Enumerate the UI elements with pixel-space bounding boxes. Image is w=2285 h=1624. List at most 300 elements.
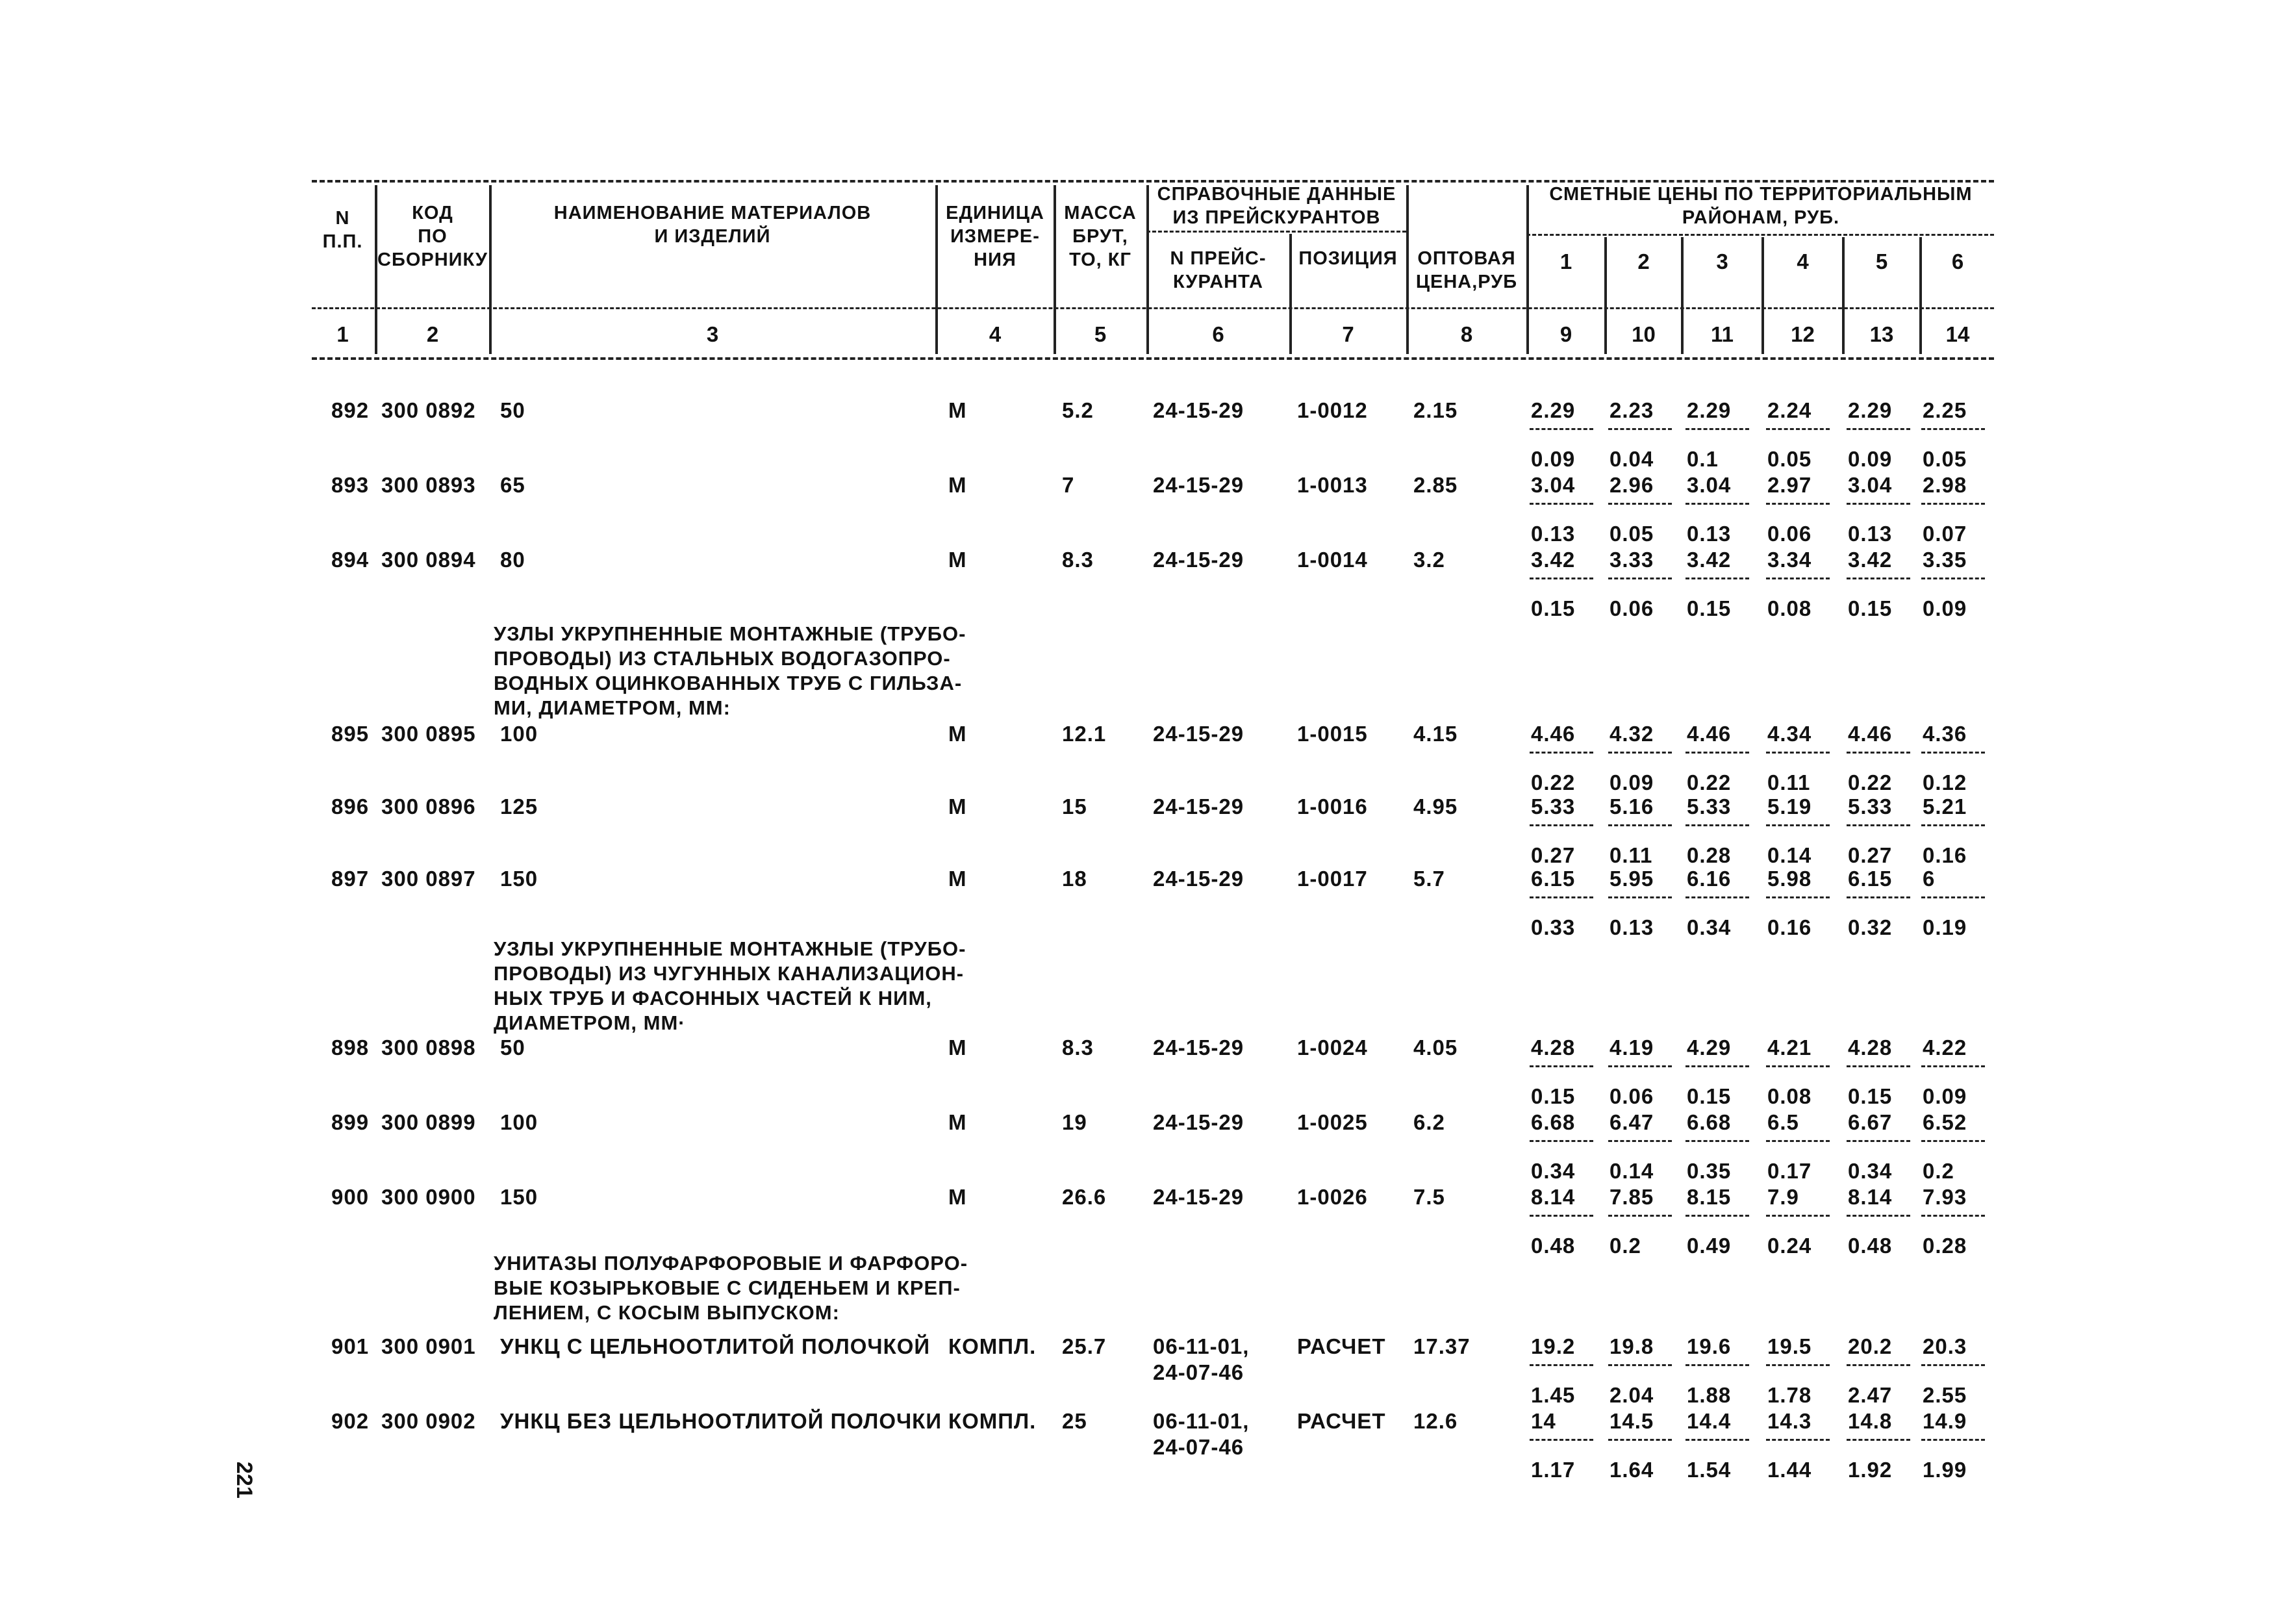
price-fraction-rule	[1685, 428, 1749, 430]
header-col-position: ПОЗИЦИЯ	[1298, 248, 1398, 269]
row-price-region: 2.29	[1848, 398, 1893, 422]
row-price-extra: 0.11	[1610, 843, 1653, 867]
price-fraction-rule	[1685, 1140, 1749, 1142]
price-fraction-rule	[1530, 1215, 1593, 1217]
row-price-region: 2.25	[1923, 398, 1967, 422]
row-mass: 7	[1062, 473, 1075, 497]
row-position: РАСЧЕТ	[1297, 1409, 1386, 1433]
row-price-extra: 1.45	[1531, 1383, 1576, 1407]
price-fraction-rule	[1608, 577, 1672, 579]
row-price-region: 6.16	[1687, 867, 1732, 891]
row-price-region: 3.34	[1767, 548, 1812, 572]
price-fraction-rule	[1921, 752, 1985, 754]
row-price-extra: 0.1	[1687, 447, 1719, 471]
row-code: 300 0898	[381, 1035, 476, 1059]
row-price-extra: 0.08	[1767, 1084, 1812, 1108]
row-price-extra: 0.19	[1923, 915, 1967, 939]
header-region: 6	[1951, 249, 1964, 273]
row-name: 150	[500, 1185, 538, 1209]
row-code: 300 0896	[381, 794, 476, 818]
row-code: 300 0900	[381, 1185, 476, 1209]
price-fraction-rule	[1685, 824, 1749, 826]
col-number: 5	[1094, 322, 1107, 346]
price-fraction-rule	[1847, 824, 1910, 826]
row-price-extra: 0.27	[1848, 843, 1893, 867]
row-price-extra: 0.09	[1531, 447, 1576, 471]
row-wholesale: 4.15	[1413, 722, 1458, 746]
price-fraction-rule	[1766, 752, 1830, 754]
row-position: РАСЧЕТ	[1297, 1334, 1386, 1358]
row-price-region: 4.28	[1848, 1035, 1893, 1059]
row-price-extra: 2.04	[1610, 1383, 1654, 1407]
row-price-extra: 2.55	[1923, 1383, 1967, 1407]
row-name: 65	[500, 473, 525, 497]
section-heading: УНИТАЗЫ ПОЛУФАРФОРОВЫЕ И ФАРФОРО- ВЫЕ КОЗЫРЬКОВЫЕ С СИДЕНЬЕМ И КРЕП- ЛЕНИЕМ, С КОСЫМ ВЫПУСКОМ:	[494, 1252, 968, 1324]
row-price-extra: 0.48	[1531, 1234, 1576, 1258]
row-price-region: 5.21	[1923, 794, 1967, 818]
row-price-extra: 0.09	[1610, 770, 1654, 794]
price-fraction-rule	[1608, 1140, 1672, 1142]
row-price-region: 4.21	[1767, 1035, 1812, 1059]
row-position: 1-0024	[1297, 1035, 1368, 1059]
row-wholesale: 5.7	[1413, 867, 1445, 891]
row-price-extra: 0.15	[1687, 1084, 1732, 1108]
row-unit: М	[948, 794, 967, 818]
row-price-region: 3.42	[1687, 548, 1732, 572]
row-price-region: 6.68	[1687, 1110, 1732, 1134]
price-fraction-rule	[1530, 1140, 1593, 1142]
price-fraction-rule	[1685, 1364, 1749, 1366]
row-name: 50	[500, 1035, 525, 1059]
price-fraction-rule	[1766, 1215, 1830, 1217]
row-position: 1-0026	[1297, 1185, 1368, 1209]
row-price-extra: 0.22	[1687, 770, 1732, 794]
price-fraction-rule	[1921, 1364, 1985, 1366]
row-price-region: 14.9	[1923, 1409, 1967, 1433]
row-price-region: 3.04	[1848, 473, 1893, 497]
price-fraction-rule	[1766, 1140, 1830, 1142]
row-price-extra: 2.47	[1848, 1383, 1893, 1407]
row-price-extra: 0.09	[1923, 1084, 1967, 1108]
price-fraction-rule	[1847, 896, 1910, 898]
row-name: УНКЦ С ЦЕЛЬНООТЛИТОЙ ПОЛОЧКОЙ	[500, 1334, 931, 1358]
row-price-region: 5.19	[1767, 794, 1812, 818]
row-position: 1-0014	[1297, 548, 1368, 572]
row-price-region: 7.93	[1923, 1185, 1967, 1209]
row-price-extra: 1.99	[1923, 1458, 1967, 1482]
row-mass: 12.1	[1062, 722, 1107, 746]
row-pricelist: 24-15-29	[1153, 794, 1244, 818]
col-number: 3	[706, 322, 719, 346]
row-price-extra: 0.34	[1848, 1159, 1893, 1183]
row-price-region: 6.15	[1531, 867, 1576, 891]
price-fraction-rule	[1685, 1439, 1749, 1441]
price-fraction-rule	[1766, 896, 1830, 898]
row-unit: М	[948, 722, 967, 746]
row-pricelist: 06-11-01, 24-07-46	[1153, 1409, 1250, 1459]
row-price-extra: 0.35	[1687, 1159, 1732, 1183]
price-fraction-rule	[1685, 896, 1749, 898]
col-number: 14	[1945, 322, 1970, 346]
row-price-region: 14.4	[1687, 1409, 1732, 1433]
row-price-extra: 0.05	[1923, 447, 1967, 471]
row-code: 300 0892	[381, 398, 476, 422]
price-fraction-rule	[1608, 896, 1672, 898]
header-region: 2	[1637, 249, 1650, 273]
row-number: 894	[331, 548, 370, 572]
row-price-extra: 0.06	[1767, 522, 1812, 546]
row-price-extra: 0.14	[1610, 1159, 1654, 1183]
row-price-region: 5.98	[1767, 867, 1812, 891]
row-price-region: 4.28	[1531, 1035, 1576, 1059]
row-price-region: 4.46	[1531, 722, 1576, 746]
header-col-pricelist: N ПРЕЙС- КУРАНТА	[1170, 248, 1267, 292]
price-fraction-rule	[1530, 752, 1593, 754]
row-price-region: 6.68	[1531, 1110, 1576, 1134]
row-number: 899	[331, 1110, 370, 1134]
row-price-extra: 0.11	[1767, 770, 1811, 794]
row-mass: 26.6	[1062, 1185, 1107, 1209]
row-position: 1-0017	[1297, 867, 1368, 891]
row-price-region: 6.67	[1848, 1110, 1893, 1134]
price-fraction-rule	[1847, 1140, 1910, 1142]
price-fraction-rule	[1921, 1215, 1985, 1217]
price-fraction-rule	[1847, 1215, 1910, 1217]
price-group-rule	[1526, 234, 1994, 236]
price-fraction-rule	[1530, 428, 1593, 430]
row-price-region: 14	[1531, 1409, 1556, 1433]
price-fraction-rule	[1685, 1215, 1749, 1217]
row-price-extra: 1.78	[1767, 1383, 1812, 1407]
row-pricelist: 24-15-29	[1153, 867, 1244, 891]
price-fraction-rule	[1847, 1439, 1910, 1441]
row-price-region: 3.35	[1923, 548, 1967, 572]
row-price-extra: 0.09	[1923, 596, 1967, 620]
row-code: 300 0899	[381, 1110, 476, 1134]
row-price-region: 2.29	[1531, 398, 1576, 422]
row-price-region: 19.2	[1531, 1334, 1576, 1358]
row-price-region: 3.42	[1531, 548, 1576, 572]
row-price-extra: 0.12	[1923, 770, 1967, 794]
header-col-numbers-rule	[312, 307, 1994, 309]
row-price-extra: 0.15	[1687, 596, 1732, 620]
row-mass: 5.2	[1062, 398, 1094, 422]
row-mass: 19	[1062, 1110, 1087, 1134]
row-name: 100	[500, 1110, 538, 1134]
row-name: 50	[500, 398, 525, 422]
col-number: 1	[336, 322, 349, 346]
row-price-extra: 0.13	[1848, 522, 1893, 546]
row-position: 1-0016	[1297, 794, 1368, 818]
header-col-mass: МАССА БРУТ, ТО, КГ	[1064, 203, 1137, 270]
price-fraction-rule	[1766, 428, 1830, 430]
row-wholesale: 4.05	[1413, 1035, 1458, 1059]
row-unit: М	[948, 1185, 967, 1209]
row-wholesale: 6.2	[1413, 1110, 1445, 1134]
row-number: 897	[331, 867, 370, 891]
row-price-extra: 0.34	[1687, 915, 1732, 939]
row-unit: М	[948, 473, 967, 497]
header-region: 4	[1797, 249, 1809, 273]
row-mass: 18	[1062, 867, 1087, 891]
row-price-region: 14.5	[1610, 1409, 1654, 1433]
price-fraction-rule	[1685, 1065, 1749, 1067]
row-position: 1-0015	[1297, 722, 1368, 746]
price-fraction-rule	[1608, 503, 1672, 505]
price-fraction-rule	[1766, 1439, 1830, 1441]
row-price-extra: 0.48	[1848, 1234, 1893, 1258]
row-price-region: 8.14	[1848, 1185, 1893, 1209]
row-wholesale: 17.37	[1413, 1334, 1471, 1358]
row-price-extra: 1.44	[1767, 1458, 1812, 1482]
row-wholesale: 3.2	[1413, 548, 1445, 572]
row-price-extra: 0.16	[1767, 915, 1812, 939]
price-fraction-rule	[1847, 752, 1910, 754]
row-price-extra: 0.16	[1923, 843, 1967, 867]
row-price-region: 20.2	[1848, 1334, 1893, 1358]
row-name: 100	[500, 722, 538, 746]
section-heading: УЗЛЫ УКРУПНЕННЫЕ МОНТАЖНЫЕ (ТРУБО- ПРОВОДЫ) ИЗ СТАЛЬНЫХ ВОДОГАЗОПРО- ВОДНЫХ ОЦИНКОВАННЫХ ТРУБ С ГИЛЬЗА- МИ, ДИАМЕТРОМ, ММ:	[494, 622, 966, 719]
col-number: 6	[1212, 322, 1224, 346]
row-name: 80	[500, 548, 525, 572]
row-price-extra: 0.27	[1531, 843, 1576, 867]
row-number: 898	[331, 1035, 370, 1059]
header-col-code: КОД ПО СБОРНИКУ	[377, 203, 488, 270]
price-fraction-rule	[1921, 1065, 1985, 1067]
row-price-extra: 1.88	[1687, 1383, 1732, 1407]
price-fraction-rule	[1530, 1439, 1593, 1441]
row-wholesale: 2.15	[1413, 398, 1458, 422]
row-price-extra: 1.64	[1610, 1458, 1654, 1482]
row-price-extra: 0.13	[1687, 522, 1732, 546]
row-number: 892	[331, 398, 370, 422]
row-price-region: 4.34	[1767, 722, 1812, 746]
header-ref-group: СПРАВОЧНЫЕ ДАННЫЕ ИЗ ПРЕЙСКУРАНТОВ	[1157, 184, 1396, 228]
price-fraction-rule	[1608, 1065, 1672, 1067]
header-bottom-rule	[312, 357, 1994, 360]
price-fraction-rule	[1608, 752, 1672, 754]
row-price-region: 14.8	[1848, 1409, 1893, 1433]
price-fraction-rule	[1766, 1364, 1830, 1366]
row-price-region: 19.5	[1767, 1334, 1812, 1358]
row-unit: КОМПЛ.	[948, 1409, 1037, 1433]
row-price-extra: 0.05	[1610, 522, 1654, 546]
price-fraction-rule	[1530, 896, 1593, 898]
row-price-region: 19.6	[1687, 1334, 1732, 1358]
row-pricelist: 24-15-29	[1153, 1185, 1244, 1209]
price-fraction-rule	[1685, 752, 1749, 754]
row-price-region: 2.96	[1610, 473, 1654, 497]
row-pricelist: 24-15-29	[1153, 1110, 1244, 1134]
row-code: 300 0901	[381, 1334, 476, 1358]
row-position: 1-0012	[1297, 398, 1368, 422]
row-price-extra: 0.14	[1767, 843, 1812, 867]
row-wholesale: 4.95	[1413, 794, 1458, 818]
page-number: 221	[232, 1462, 257, 1499]
price-fraction-rule	[1847, 577, 1910, 579]
row-price-region: 5.95	[1610, 867, 1654, 891]
row-code: 300 0897	[381, 867, 476, 891]
price-fraction-rule	[1847, 503, 1910, 505]
row-unit: М	[948, 1110, 967, 1134]
row-number: 896	[331, 794, 370, 818]
row-price-extra: 0.2	[1923, 1159, 1954, 1183]
row-price-region: 4.29	[1687, 1035, 1732, 1059]
row-price-region: 3.04	[1687, 473, 1732, 497]
price-fraction-rule	[1921, 1439, 1985, 1441]
row-price-region: 4.19	[1610, 1035, 1654, 1059]
row-price-extra: 0.15	[1531, 1084, 1576, 1108]
row-position: 1-0025	[1297, 1110, 1368, 1134]
row-price-region: 5.33	[1531, 794, 1576, 818]
header-region: 1	[1559, 249, 1572, 273]
row-number: 900	[331, 1185, 370, 1209]
row-price-extra: 1.54	[1687, 1458, 1732, 1482]
row-pricelist: 24-15-29	[1153, 473, 1244, 497]
price-fraction-rule	[1847, 428, 1910, 430]
row-price-extra: 0.13	[1531, 522, 1576, 546]
row-price-region: 7.9	[1767, 1185, 1799, 1209]
row-number: 902	[331, 1409, 370, 1433]
row-unit: М	[948, 867, 967, 891]
row-price-region: 4.22	[1923, 1035, 1967, 1059]
row-price-extra: 0.05	[1767, 447, 1812, 471]
price-fraction-rule	[1685, 503, 1749, 505]
row-price-extra: 0.33	[1531, 915, 1576, 939]
row-unit: КОМПЛ.	[948, 1334, 1037, 1358]
row-name: УНКЦ БЕЗ ЦЕЛЬНООТЛИТОЙ ПОЛОЧКИ	[500, 1409, 942, 1433]
row-price-region: 6.52	[1923, 1110, 1967, 1134]
row-price-region: 6.47	[1610, 1110, 1654, 1134]
row-pricelist: 06-11-01, 24-07-46	[1153, 1334, 1250, 1384]
price-fraction-rule	[1608, 824, 1672, 826]
row-price-region: 2.98	[1923, 473, 1967, 497]
row-price-region: 8.15	[1687, 1185, 1732, 1209]
row-price-region: 6.15	[1848, 867, 1893, 891]
row-price-extra: 0.28	[1923, 1234, 1967, 1258]
col-number: 9	[1559, 322, 1572, 346]
row-unit: М	[948, 548, 967, 572]
row-price-region: 3.04	[1531, 473, 1576, 497]
row-price-extra: 0.08	[1767, 596, 1812, 620]
row-price-extra: 0.28	[1687, 843, 1732, 867]
price-fraction-rule	[1608, 1215, 1672, 1217]
price-fraction-rule	[1766, 577, 1830, 579]
row-price-region: 19.8	[1610, 1334, 1654, 1358]
row-price-extra: 0.04	[1610, 447, 1654, 471]
row-price-region: 2.97	[1767, 473, 1812, 497]
row-price-region: 4.46	[1687, 722, 1732, 746]
row-price-extra: 0.24	[1767, 1234, 1812, 1258]
row-price-region: 14.3	[1767, 1409, 1812, 1433]
header-region: 5	[1875, 249, 1888, 273]
col-number: 11	[1711, 322, 1734, 346]
row-price-region: 3.42	[1848, 548, 1893, 572]
row-unit: М	[948, 1035, 967, 1059]
price-fraction-rule	[1530, 1065, 1593, 1067]
ref-group-rule	[1146, 231, 1406, 233]
price-fraction-rule	[1766, 824, 1830, 826]
row-price-extra: 1.17	[1531, 1458, 1576, 1482]
row-price-region: 6	[1923, 867, 1936, 891]
price-fraction-rule	[1921, 896, 1985, 898]
row-price-extra: 0.07	[1923, 522, 1967, 546]
price-fraction-rule	[1847, 1364, 1910, 1366]
row-price-region: 5.33	[1687, 794, 1732, 818]
row-price-extra: 1.92	[1848, 1458, 1893, 1482]
price-fraction-rule	[1530, 577, 1593, 579]
row-name: 150	[500, 867, 538, 891]
row-price-extra: 0.2	[1610, 1234, 1641, 1258]
row-price-extra: 0.06	[1610, 596, 1654, 620]
row-code: 300 0902	[381, 1409, 476, 1433]
price-fraction-rule	[1685, 577, 1749, 579]
row-price-extra: 0.34	[1531, 1159, 1576, 1183]
header-col-name: НАИМЕНОВАНИЕ МАТЕРИАЛОВ И ИЗДЕЛИЙ	[553, 203, 872, 247]
col-number: 12	[1791, 322, 1815, 346]
col-number: 8	[1460, 322, 1473, 346]
price-fraction-rule	[1766, 503, 1830, 505]
col-number: 4	[989, 322, 1002, 346]
row-price-extra: 0.13	[1610, 915, 1654, 939]
price-fraction-rule	[1921, 428, 1985, 430]
header-price-group: СМЕТНЫЕ ЦЕНЫ ПО ТЕРРИТОРИАЛЬНЫМ РАЙОНАМ, РУБ.	[1549, 184, 1973, 228]
price-fraction-rule	[1608, 1439, 1672, 1441]
price-fraction-rule	[1847, 1065, 1910, 1067]
header-col-num: N П.П.	[322, 208, 363, 252]
row-price-extra: 0.32	[1848, 915, 1893, 939]
row-price-region: 6.5	[1767, 1110, 1799, 1134]
row-price-extra: 0.06	[1610, 1084, 1654, 1108]
row-price-region: 2.23	[1610, 398, 1654, 422]
row-mass: 8.3	[1062, 1035, 1094, 1059]
row-code: 300 0894	[381, 548, 476, 572]
header-region: 3	[1716, 249, 1728, 273]
row-price-extra: 0.22	[1531, 770, 1576, 794]
row-price-region: 4.32	[1610, 722, 1654, 746]
row-pricelist: 24-15-29	[1153, 398, 1244, 422]
row-price-region: 5.33	[1848, 794, 1893, 818]
price-fraction-rule	[1530, 503, 1593, 505]
row-wholesale: 12.6	[1413, 1409, 1458, 1433]
row-price-extra: 0.17	[1767, 1159, 1812, 1183]
section-heading: УЗЛЫ УКРУПНЕННЫЕ МОНТАЖНЫЕ (ТРУБО- ПРОВОДЫ) ИЗ ЧУГУННЫХ КАНАЛИЗАЦИОН- НЫХ ТРУБ И ФАСОННЫХ ЧАСТЕЙ К НИМ, ДИАМЕТРОМ, ММ·	[494, 937, 966, 1034]
row-price-extra: 0.49	[1687, 1234, 1732, 1258]
row-number: 893	[331, 473, 370, 497]
row-price-region: 2.29	[1687, 398, 1732, 422]
row-price-region: 20.3	[1923, 1334, 1967, 1358]
row-price-region: 4.36	[1923, 722, 1967, 746]
row-mass: 15	[1062, 794, 1087, 818]
row-price-extra: 0.15	[1848, 1084, 1893, 1108]
header-col-unit: ЕДИНИЦА ИЗМЕРЕ- НИЯ	[946, 203, 1044, 270]
row-price-region: 4.46	[1848, 722, 1893, 746]
price-fraction-rule	[1608, 1364, 1672, 1366]
col-number: 10	[1632, 322, 1656, 346]
row-unit: М	[948, 398, 967, 422]
price-fraction-rule	[1921, 1140, 1985, 1142]
row-price-region: 7.85	[1610, 1185, 1654, 1209]
price-fraction-rule	[1766, 1065, 1830, 1067]
row-price-region: 5.16	[1610, 794, 1654, 818]
row-wholesale: 2.85	[1413, 473, 1458, 497]
header-col-wholesale: ОПТОВАЯ ЦЕНА,РУБ	[1415, 248, 1518, 292]
row-number: 901	[331, 1334, 370, 1358]
row-pricelist: 24-15-29	[1153, 722, 1244, 746]
row-price-region: 8.14	[1531, 1185, 1576, 1209]
price-fraction-rule	[1530, 1364, 1593, 1366]
price-fraction-rule	[1921, 577, 1985, 579]
